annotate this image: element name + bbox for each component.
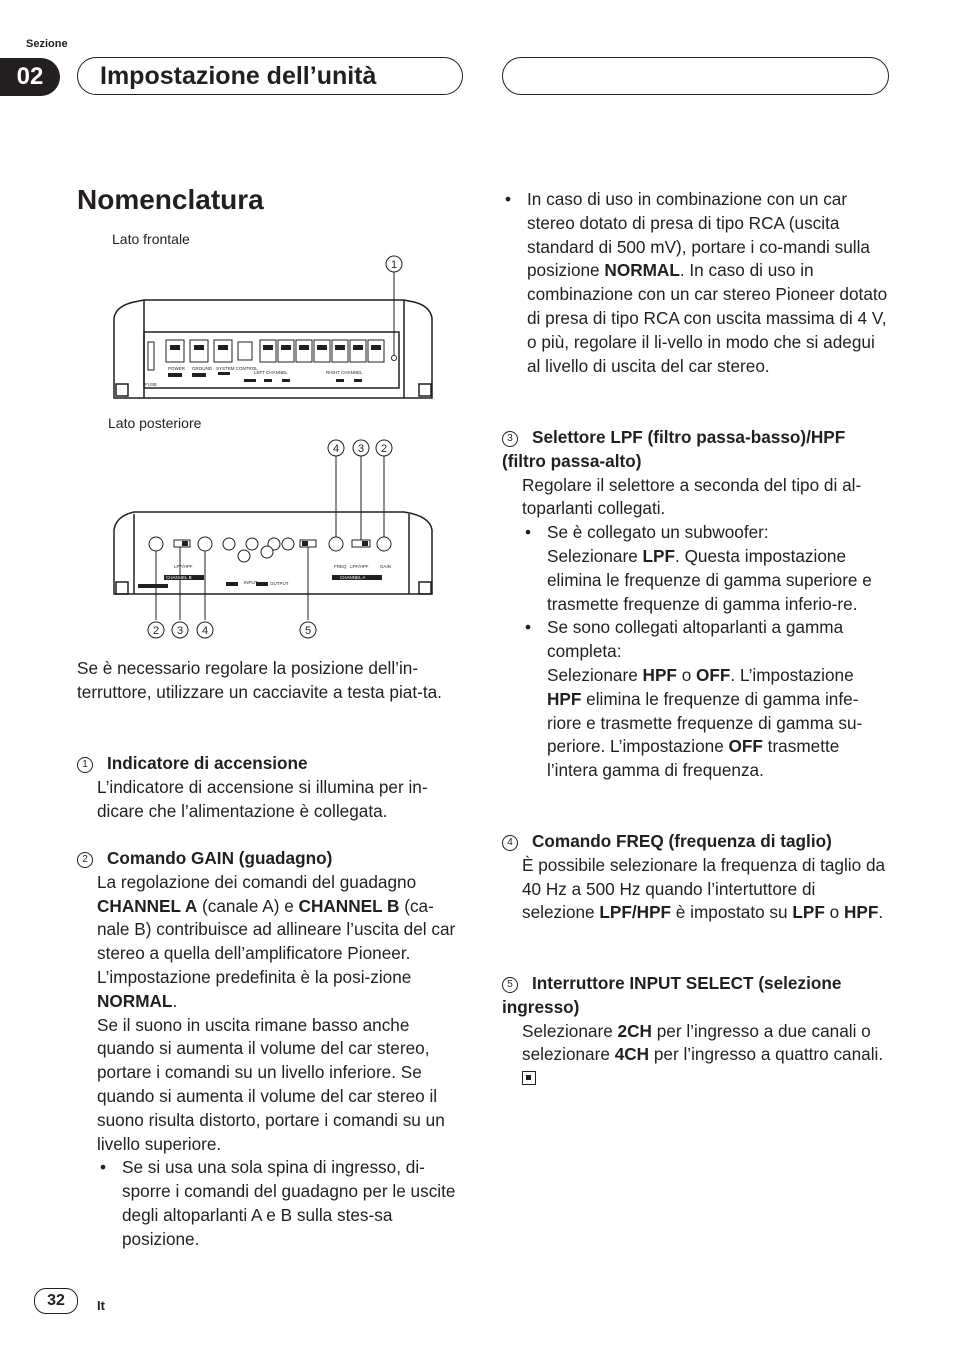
- text-run: per l’ingresso a due canali o selezionare: [522, 1020, 871, 1065]
- bullet-dot: •: [505, 189, 512, 209]
- section-title: Impostazione dell’unità: [100, 62, 377, 90]
- fuse-label: FUSE: [145, 382, 158, 387]
- 2ch-term: 2CH: [617, 1020, 652, 1041]
- bullet-text: Se si usa una sola spina di ingresso, di-sporre i comandi del guadagno per le uscite degli altoparlanti A e B sulla stes-sa posizione.: [122, 1157, 456, 1249]
- item-5-title: Interruttore INPUT SELECT (selezione ingresso): [502, 973, 842, 1017]
- page-heading: Nomenclatura: [77, 184, 264, 215]
- item-3-bullet-2: [502, 616, 892, 783]
- bullet-dot: •: [525, 617, 532, 638]
- empty-header-frame: [502, 57, 889, 95]
- normal-term: NORMAL: [97, 990, 173, 1011]
- rear-input-label: INPUT: [244, 580, 258, 585]
- rear-lpf-hpf-label-a: LPF/HPF: [350, 564, 369, 569]
- right-channel-label: RIGHT CHANNEL: [326, 370, 363, 375]
- text-run: è impostato su: [671, 902, 793, 923]
- text-run: per l’ingresso a quattro canali.: [649, 1044, 884, 1065]
- text-run: . L’impostazione: [730, 664, 854, 685]
- lpf-term: LPF: [792, 902, 825, 923]
- page-number: 32: [34, 1288, 78, 1314]
- hpf-term: HPF: [636, 902, 672, 923]
- text-run: (canale A) e: [197, 895, 299, 916]
- language-code: It: [97, 1298, 105, 1313]
- item-5-body: [502, 1020, 892, 1091]
- off-term: OFF: [728, 736, 763, 757]
- item-3-bullet-1: [502, 521, 892, 616]
- bullet-dot: •: [525, 522, 532, 543]
- rear-callout-3-bottom: 3: [176, 625, 184, 637]
- text-run: Selezionare: [547, 545, 643, 566]
- lpf-term: LPF: [642, 545, 676, 566]
- left-channel-label: LEFT CHANNEL: [254, 370, 288, 375]
- item-5-heading: [502, 972, 892, 1020]
- system-control-label: SYSTEM CONTROL: [216, 366, 258, 371]
- rear-panel-diagram: [104, 434, 444, 644]
- item-3-heading: [502, 426, 892, 474]
- item-1: [77, 752, 465, 823]
- rear-callout-2-bottom: 2: [152, 625, 160, 637]
- text-run: Se è collegato un subwoofer:: [547, 522, 769, 543]
- rear-caption: Lato posteriore: [108, 415, 202, 431]
- item-2: [77, 847, 465, 1252]
- text-run: elimina le frequenze di gamma infe-riore e trasmette frequenze di gamma su-periore. L’impostazione: [547, 688, 863, 757]
- item-2-paragraph-1: [77, 871, 465, 1014]
- rear-callout-2-top: 2: [380, 443, 388, 455]
- item-2-bullet-2: [502, 188, 892, 378]
- item-1-heading: [77, 752, 465, 776]
- item-2-continued: [502, 188, 892, 378]
- item-1-title: Indicatore di accensione: [107, 753, 308, 773]
- bullet-dot: •: [100, 1157, 107, 1178]
- rear-callout-4-top: 4: [332, 443, 340, 455]
- item-2-number: 2: [77, 852, 93, 868]
- hpf-term: HPF: [843, 902, 879, 923]
- item-3-body: Regolare il selettore a seconda del tipo di al-toparlanti collegati.: [522, 474, 862, 519]
- item-3: [502, 426, 892, 783]
- rear-channel-b-label: CHANNEL B: [166, 575, 192, 580]
- channel-b-term: CHANNEL B: [298, 895, 400, 916]
- hpf-term: HPF: [642, 664, 677, 685]
- text-run: .: [878, 902, 884, 923]
- text-run: .: [172, 990, 178, 1011]
- rear-output-label: OUTPUT: [270, 581, 289, 586]
- text-run: o: [824, 902, 844, 923]
- end-of-section-icon: [522, 1071, 536, 1085]
- rear-gain-label: GAIN: [380, 564, 392, 569]
- channel-a-term: CHANNEL A: [97, 895, 198, 916]
- item-3-number: 3: [502, 431, 518, 447]
- text-run: o: [676, 664, 697, 685]
- item-4-number: 4: [502, 835, 518, 851]
- front-callout-1: 1: [390, 259, 398, 271]
- front-caption: Lato frontale: [112, 231, 190, 247]
- item-5-number: 5: [502, 977, 518, 993]
- section-label: Sezione: [26, 38, 68, 50]
- ground-label: GROUND: [192, 366, 212, 371]
- item-4-body: [502, 854, 892, 925]
- text-run: Selezionare: [547, 664, 643, 685]
- text-run: . Questa impostazione elimina le frequenze di gamma superiore e trasmette frequenze di gamma inferio-re.: [547, 545, 872, 614]
- text-run: . In caso di uso in combinazione con un car stereo Pioneer dotato di presa di tipo RCA con uscita massima di 4 V, o più, regolare il li-vello in modo che si adegui al livello di uscita del car stereo.: [527, 260, 888, 376]
- item-2-bullet-1: [77, 1156, 465, 1251]
- text-run: (ca-nale B) contribuisce ad allineare l’uscita del car stereo a quella dell’amplificatore Pioneer. L’impostazione predefinita è la posi-zione: [97, 895, 456, 987]
- item-2-paragraph-2: Se il suono in uscita rimane basso anche quando si aumenta il volume del car stereo, portare i comandi su un livello inferiore. Se quando si aumenta il volume del car stereo il suono risulta distorto, portare i comandi su un livello superiore.: [97, 1014, 445, 1154]
- slash: /: [631, 902, 637, 923]
- rear-freq-label: FREQ: [334, 564, 347, 569]
- item-4: [502, 830, 892, 925]
- lpf-term: LPF: [599, 902, 632, 923]
- off-term: OFF: [696, 664, 731, 685]
- rear-lpf-hpf-label-b: LPF/HPF: [174, 564, 193, 569]
- item-2-title: Comando GAIN (guadagno): [107, 848, 333, 868]
- front-panel-diagram: [104, 250, 444, 410]
- item-4-heading: [502, 830, 892, 854]
- rear-callout-5-bottom: 5: [304, 625, 312, 637]
- text-run: Selezionare: [522, 1020, 618, 1041]
- text-run: È possibile selezionare la frequenza di taglio da 40 Hz a 500 Hz quando l’intertuttore di selezione: [522, 854, 886, 923]
- item-5: [502, 972, 892, 1091]
- item-1-body: L’indicatore di accensione si illumina per in-dicare che l’alimentazione è collegata.: [97, 776, 428, 821]
- power-label: POWER: [168, 366, 186, 371]
- rear-channel-a-label: CHANNEL A: [340, 575, 366, 580]
- item-1-number: 1: [77, 757, 93, 773]
- text-run: trasmette l’intera gamma di frequenza.: [547, 736, 840, 781]
- 4ch-term: 4CH: [614, 1044, 650, 1065]
- text-run: Se sono collegati altoparlanti a gamma completa:: [547, 617, 844, 662]
- text-run: In caso di uso in combinazione con un car stereo dotato di presa di tipo RCA (uscita standard di 500 mV), portare i co-mandi sulla posizione: [527, 189, 870, 281]
- text-run: La regolazione dei comandi del guadagno: [97, 871, 417, 892]
- item-3-title: Selettore LPF (filtro passa-basso)/HPF (filtro passa-alto): [502, 427, 846, 471]
- item-4-title: Comando FREQ (frequenza di taglio): [532, 831, 832, 851]
- rear-callout-4-bottom: 4: [201, 625, 209, 637]
- section-number-badge: 02: [0, 58, 60, 96]
- intro-paragraph: Se è necessario regolare la posizione dell’in-terruttore, utilizzare un cacciavite a testa piat-ta.: [77, 658, 442, 702]
- hpf-term: HPF: [547, 688, 582, 709]
- normal-term: NORMAL: [604, 260, 680, 281]
- rear-callout-3-top: 3: [357, 443, 365, 455]
- item-2-heading: [77, 847, 465, 871]
